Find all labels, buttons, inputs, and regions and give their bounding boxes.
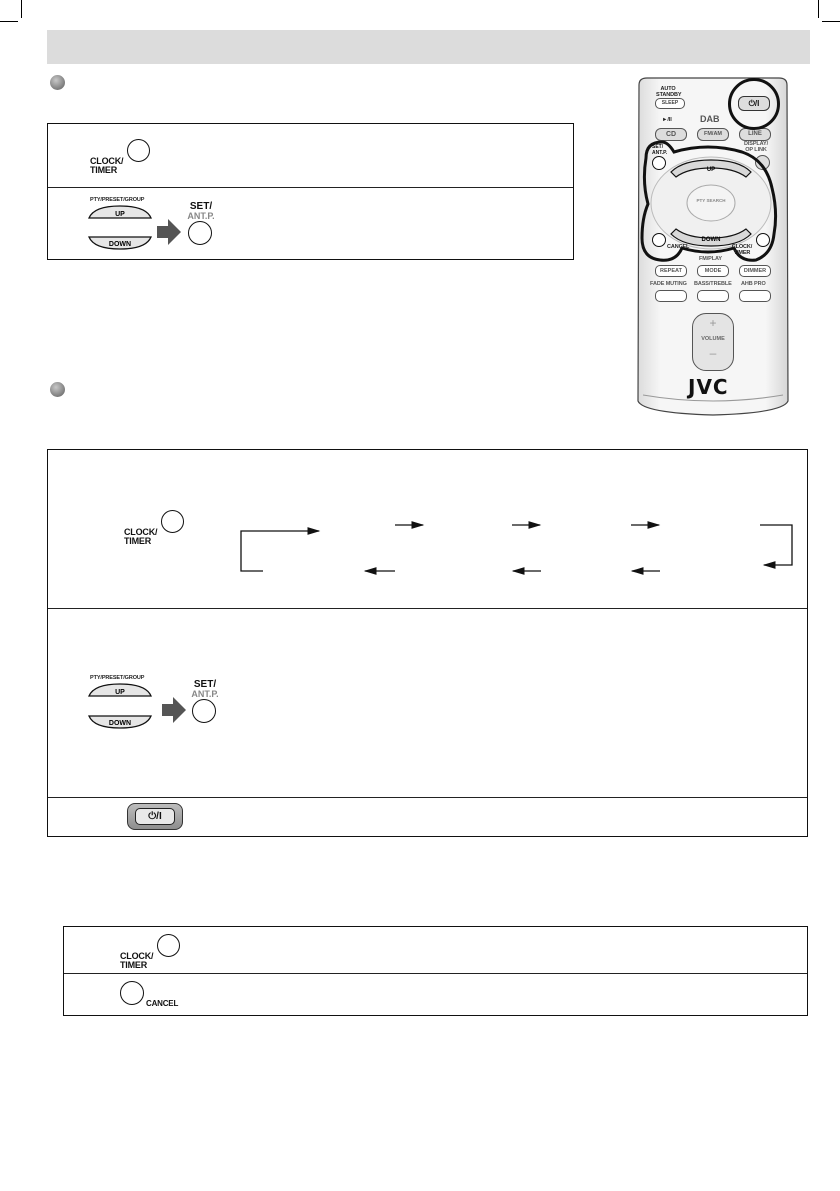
clock-timer-label: CLOCK/ TIMER — [90, 156, 124, 175]
up-button[interactable] — [86, 681, 154, 699]
remote-brand-logo: JVC — [688, 375, 729, 399]
set-button[interactable] — [188, 221, 212, 245]
remote-dimmer-button[interactable]: DIMMER — [739, 265, 771, 277]
timer-setting-steps-box — [47, 449, 808, 837]
clock-timer-label: CLOCK/ TIMER — [120, 951, 154, 970]
cancel-button[interactable] — [120, 981, 144, 1005]
svg-text:DOWN: DOWN — [108, 720, 132, 727]
vol-minus-icon: – — [709, 346, 717, 360]
remote-set-label: SET/ ANT.P. — [652, 144, 668, 156]
remote-mode-button[interactable]: MODE — [697, 265, 729, 277]
down-button[interactable] — [86, 234, 154, 252]
pty-preset-group-label: PTY/PRESET/GROUP — [90, 675, 145, 681]
step-divider — [48, 608, 807, 609]
remote-auto-standby-label: AUTO STANDBY — [656, 86, 682, 98]
remote-repeat-button[interactable]: REPEAT — [655, 265, 687, 277]
remote-cancel-button[interactable] — [652, 233, 666, 247]
step-divider — [64, 973, 807, 974]
section-header-bar — [47, 30, 810, 64]
step-divider — [48, 187, 573, 188]
remote-bass-treble-button[interactable] — [697, 290, 729, 302]
svg-text:UP: UP — [115, 689, 125, 696]
clock-timer-button[interactable] — [157, 934, 180, 957]
remote-cd-button[interactable]: CD — [655, 128, 687, 141]
pty-preset-group-label: PTY/PRESET/GROUP — [90, 197, 145, 203]
svg-text:DOWN: DOWN — [108, 241, 132, 248]
remote-dab-label: DAB — [700, 114, 720, 124]
clock-timer-button[interactable] — [127, 139, 150, 162]
svg-text:PTY SEARCH: PTY SEARCH — [696, 198, 726, 203]
down-button[interactable] — [86, 713, 154, 731]
remote-volume-rocker[interactable] — [692, 313, 734, 371]
step-divider — [48, 797, 807, 798]
remote-bass-treble-label: BASS/TREBLE — [694, 281, 732, 287]
set-label: SET/ ANT.P. — [187, 201, 215, 221]
svg-text:UP: UP — [115, 211, 125, 218]
cancel-label: CANCEL — [146, 999, 179, 1008]
crop-mark-top-left-h — [0, 21, 18, 22]
svg-text:DOWN: DOWN — [701, 237, 721, 243]
set-button[interactable] — [192, 699, 216, 723]
remote-play-pause-label: ►/II — [662, 117, 672, 123]
arrow-right-icon — [156, 218, 182, 246]
crop-mark-top-right-v — [818, 0, 819, 18]
bullet-icon — [50, 382, 65, 397]
remote-fade-muting-button[interactable] — [655, 290, 687, 302]
volume-label: VOLUME — [701, 336, 725, 342]
remote-power-button[interactable]: ⏻/I — [738, 96, 770, 111]
remote-fm-play-label: FM/PLAY — [699, 256, 722, 262]
remote-clock-timer-button[interactable] — [756, 233, 770, 247]
remote-clock-timer-label: CLOCK/ TIMER — [731, 244, 753, 256]
remote-ahb-pro-button[interactable] — [739, 290, 771, 302]
remote-fm-am-button[interactable]: FM/AM — [697, 128, 729, 141]
arrow-right-icon — [161, 696, 187, 724]
crop-mark-top-right-h — [822, 21, 840, 22]
remote-display-label: DISPLAY/ OP LINK — [743, 141, 769, 153]
remote-sleep-button[interactable]: SLEEP — [655, 98, 685, 109]
remote-cancel-label: CANCEL — [667, 244, 690, 250]
remote-nav-highlight — [638, 138, 784, 268]
svg-text:UP: UP — [706, 167, 716, 173]
set-label: SET/ ANT.P. — [191, 679, 219, 699]
crop-mark-top-left-v — [21, 0, 22, 18]
clock-timer-button[interactable] — [161, 510, 184, 533]
remote-ahb-pro-label: AHB PRO — [741, 281, 766, 287]
remote-line-button[interactable]: LINE — [739, 128, 771, 141]
bullet-icon — [50, 75, 65, 90]
vol-plus-icon: + — [709, 316, 717, 330]
timer-cycle-diagram — [235, 515, 800, 580]
power-icon: ⏻/I — [135, 808, 175, 825]
clock-timer-label: CLOCK/ TIMER — [124, 527, 158, 546]
up-button[interactable] — [86, 203, 154, 221]
remote-fade-muting-label: FADE MUTING — [650, 281, 687, 287]
power-button[interactable] — [127, 803, 183, 830]
